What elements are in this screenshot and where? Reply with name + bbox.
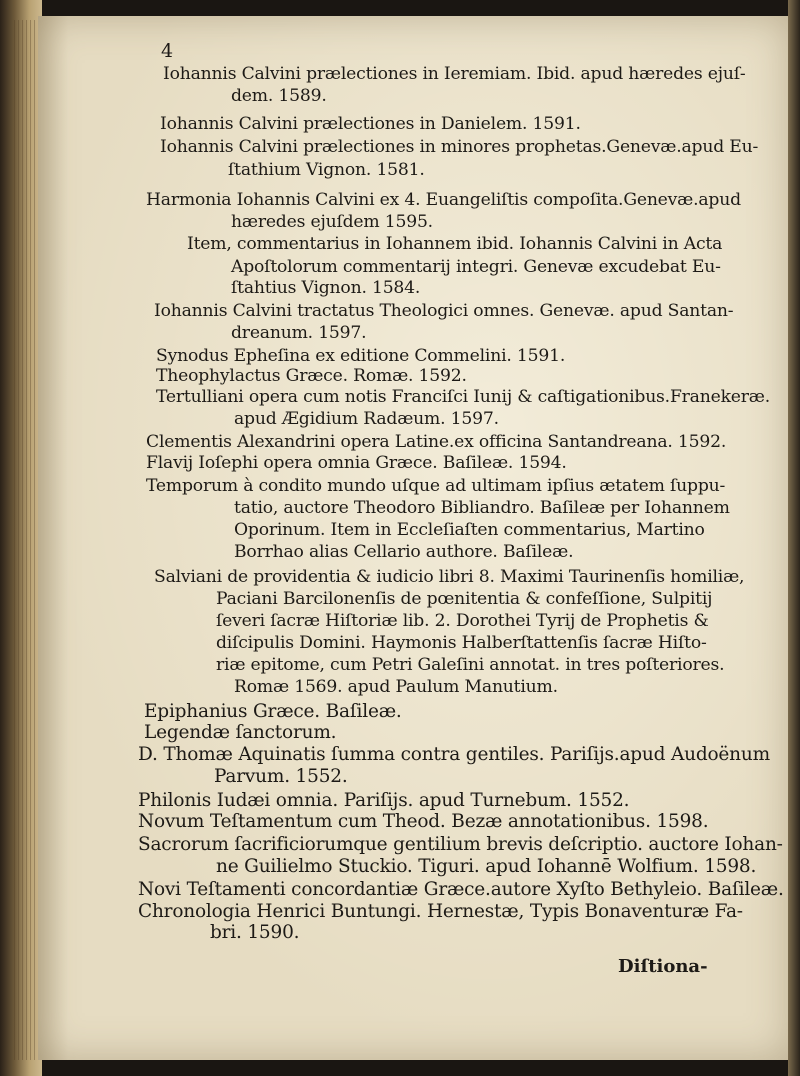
catalogue-entry-continuation: apud Ægidium Radæum. 1597. (234, 409, 499, 429)
catalogue-entry-continuation: hæredes ejuſdem 1595. (231, 212, 433, 232)
catalogue-entry-line: Iohannis Calvini tractatus Theologici omnes. Genevæ. apud Santan- (154, 301, 734, 321)
catalogue-entry-line: Sacrorum ſacrificiorumque gentilium brevis deſcriptio. auctore Iohan- (138, 834, 783, 855)
catalogue-entry-line: Iohannis Calvini prælectiones in Danielem. 1591. (160, 114, 581, 134)
book-spine (0, 0, 42, 1076)
catalogue-entry-continuation: Romæ 1569. apud Paulum Manutium. (234, 677, 558, 697)
catalogue-entry-line: Salviani de providentia & iudicio libri 8. Maximi Taurinenſis homiliæ, (154, 567, 745, 587)
catalogue-entry-line: Tertulliani opera cum notis Franciſci Iunij & caſtigationibus.Franekeræ. (156, 387, 770, 407)
catalogue-entry-line: Novum Teſtamentum cum Theod. Bezæ annotationibus. 1598. (138, 811, 709, 832)
catchword: Diſtiona- (618, 956, 708, 977)
catalogue-entry-line: D. Thomæ Aquinatis ſumma contra gentiles. Pariſijs.apud Audoënum (138, 744, 770, 765)
catalogue-entry-continuation: Oporinum. Item in Eccleſiaſten commentarius, Martino (234, 520, 705, 540)
catalogue-entry-line: Flavij Ioſephi opera omnia Græce. Baſileæ. 1594. (146, 453, 567, 473)
catalogue-entry-continuation: ſtathium Vignon. 1581. (228, 160, 425, 180)
book-page (38, 16, 790, 1060)
catalogue-entry-continuation: dem. 1589. (231, 86, 327, 106)
catalogue-entry-line: Philonis Iudæi omnia. Pariſijs. apud Turnebum. 1552. (138, 790, 630, 811)
catalogue-entry-continuation: riæ epitome, cum Petri Galeſini annotat. in tres poſteriores. (216, 655, 725, 675)
catalogue-entry-line: Clementis Alexandrini opera Latine.ex officina Santandreana. 1592. (146, 432, 727, 452)
catalogue-entry-line: Legendæ ſanctorum. (144, 722, 337, 743)
catalogue-entry-continuation: bri. 1590. (210, 922, 300, 943)
catalogue-entry-line: Synodus Epheſina ex editione Commelini. 1591. (156, 346, 566, 366)
page-edge-shadow (788, 0, 800, 1076)
catalogue-entry-line: Item, commentarius in Iohannem ibid. Iohannis Calvini in Acta (187, 234, 723, 254)
catalogue-entry-continuation: ne Guilielmo Stuckio. Tiguri. apud Iohannē Wolfium. 1598. (216, 856, 757, 877)
catalogue-entry-line: Novi Teſtamenti concordantiæ Græce.autore Xyſto Bethyleio. Baſileæ. (138, 879, 784, 900)
catalogue-entry-continuation: ſtahtius Vignon. 1584. (231, 278, 421, 298)
catalogue-entry-line: Epiphanius Græce. Baſileæ. (144, 701, 402, 722)
catalogue-entry-continuation: Parvum. 1552. (214, 766, 348, 787)
catalogue-entry-line: Theophylactus Græce. Romæ. 1592. (156, 366, 467, 386)
catalogue-entries (38, 16, 790, 1060)
catalogue-entry-line: Iohannis Calvini prælectiones in minores prophetas.Genevæ.apud Eu- (160, 137, 759, 157)
catalogue-entry-line: Temporum à condito mundo uſque ad ultimam ipſius ætatem ſuppu- (146, 476, 726, 496)
catalogue-entry-continuation: tatio, auctore Theodoro Bibliandro. Baſileæ per Iohannem (234, 498, 730, 518)
catalogue-entry-continuation: Paciani Barcilonenſis de pœnitentia & confeſſione, Sulpitij (216, 589, 713, 609)
catalogue-entry-continuation: diſcipulis Domini. Haymonis Halberſtattenſis ſacræ Hiſto- (216, 633, 707, 653)
catalogue-entry-continuation: dreanum. 1597. (231, 323, 367, 343)
catalogue-entry-continuation: ſeveri ſacræ Hiſtoriæ lib. 2. Dorothei Tyrij de Prophetis & (216, 611, 709, 631)
catalogue-entry-continuation: Borrhao alias Cellario authore. Baſileæ. (234, 542, 574, 562)
page-number: 4 (161, 40, 174, 62)
catalogue-entry-continuation: Apoſtolorum commentarij integri. Genevæ excudebat Eu- (231, 257, 721, 277)
catalogue-entry-line: Iohannis Calvini prælectiones in Ieremiam. Ibid. apud hæredes ejuſ- (163, 64, 746, 84)
catalogue-entry-line: Harmonia Iohannis Calvini ex 4. Euangeliſtis compoſita.Genevæ.apud (146, 190, 741, 210)
catalogue-entry-line: Chronologia Henrici Buntungi. Hernestæ, Typis Bonaventuræ Fa- (138, 901, 743, 922)
